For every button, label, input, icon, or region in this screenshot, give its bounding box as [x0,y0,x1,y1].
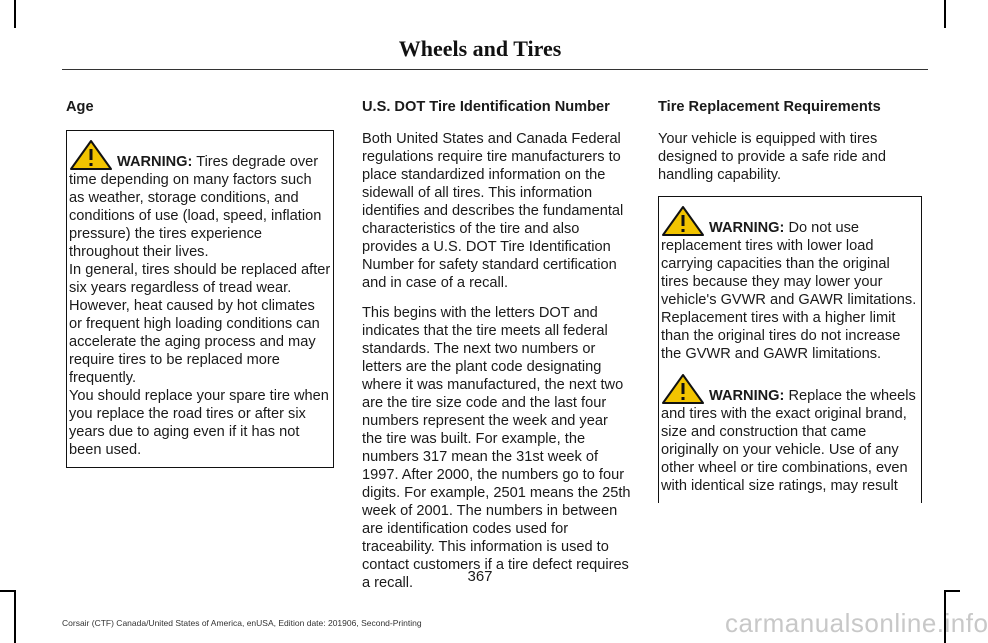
warning-triangle-icon [69,139,113,171]
crop-mark [14,0,16,28]
header-rule [62,69,928,70]
warning-triangle-icon [661,205,705,237]
warning-box-age [66,130,334,468]
warning-body: Do not use replacement tires with lower load carrying capacities than the original tires because they may lower your vehicle's GVWR and GAWR limitations. [661,220,917,308]
warning-label: WARNING: [709,388,785,404]
warning-text: You should replace your spare tire when you replace the road tires or after six years due to aging even if it has not been used. [69,388,329,458]
warning-text [661,205,919,309]
section-heading-dot: U.S. DOT Tire Identification Number [362,99,610,115]
paragraph: Your vehicle is equipped with tires designed to provide a safe ride and handling capability. [658,131,886,183]
warning-triangle-icon [661,373,705,405]
column-dot-id [362,96,632,604]
warning-text [661,373,919,495]
page-number: 367 [467,568,493,585]
warning-body: Tires degrade over time depending on many factors such as weather, storage conditions, and conditions of use (load, speed, inflation pressure) the tires experience throughout their lives. [69,154,322,260]
column-replacement [658,96,922,515]
paragraph: This begins with the letters DOT and indicates that the tire meets all federal standards. The next two numbers or letters are the plant code designating where it was manufactured, the next two are the tire size code and the last four numbers represent the week and year the tire was built. For example, the numbers 317 mean the 31st week of 1997. After 2000, the numbers go to four digits. For example, 2501 means the 25th week of 2001. The numbers in between are identification codes used for traceability. This information is used to contact customers if a tire defect requires a recall. [362,305,631,591]
section-heading-age: Age [66,99,94,115]
chapter-title: Wheels and Tires [398,36,562,61]
section-heading-replacement: Tire Replacement Requirements [658,99,881,115]
crop-mark [14,590,16,643]
crop-mark [0,590,14,592]
warning-box-replacement [658,196,922,503]
warning-text: Replacement tires with a higher limit than the original tires do not increase the GVWR and GAWR limitations. [661,310,901,362]
warning-label: WARNING: [117,154,193,170]
warning-text: In general, tires should be replaced after six years regardless of tread wear. However, heat caused by hot climates or frequent high loading conditions can accelerate the aging process and may require tires to be replaced more frequently. [69,262,331,386]
column-age [66,96,334,480]
paragraph: Both United States and Canada Federal regulations require tire manufacturers to place standardized information on the sidewall of all tires. This information identifies and describes the fundamental characteristics of the tire and also provides a U.S. DOT Tire Identification Number for safety standard certification and in case of a recall. [362,131,624,291]
watermark: carmanualsonline.info [725,608,988,638]
warning-label: WARNING: [709,220,785,236]
warning-text [69,139,331,261]
crop-mark [944,0,946,28]
crop-mark [946,590,960,592]
footer-edition: Corsair (CTF) Canada/United States of America, enUSA, Edition date: 201906, Second-Printing [62,618,422,628]
warning-body: Replace the wheels and tires with the exact original brand, size and construction that came originally on your vehicle. Use of any other wheel or tire combinations, even with identical size ratings, may result [661,388,916,494]
